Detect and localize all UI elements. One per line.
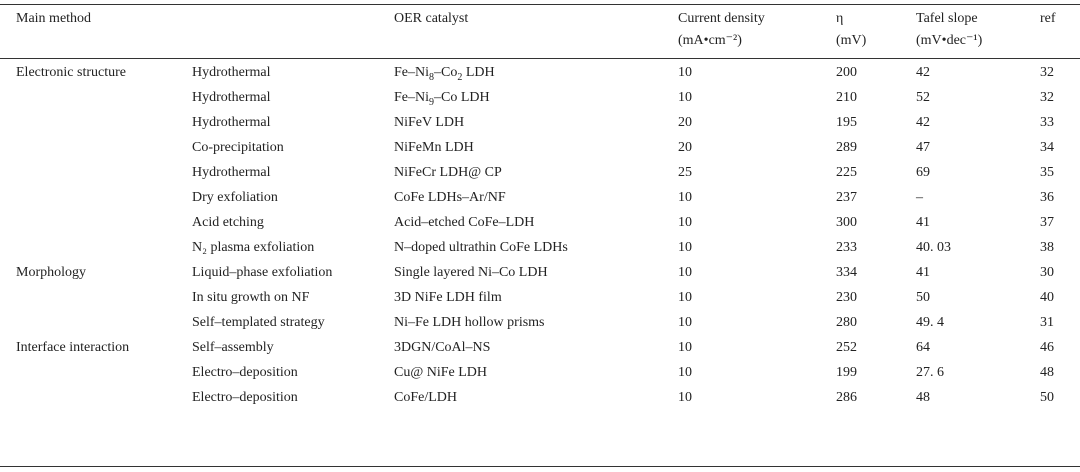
current-density-cell: 10 (678, 340, 692, 355)
catalyst-text: NiFeMn LDH (394, 140, 474, 155)
current-density-cell: 10 (678, 190, 692, 205)
table-body (0, 60, 1080, 410)
catalyst-cell (394, 210, 534, 235)
table-row (0, 385, 1080, 410)
ref-cell: 31 (1040, 315, 1054, 330)
header-current-density-unit: (mA•cm⁻²) (678, 33, 742, 48)
method-cell: Electro–deposition (192, 390, 298, 405)
current-density-cell: 10 (678, 90, 692, 105)
ref-cell: 35 (1040, 165, 1054, 180)
catalyst-text: 3D NiFe LDH film (394, 290, 502, 305)
current-density-cell: 10 (678, 290, 692, 305)
tafel-slope-cell: 41 (916, 265, 930, 280)
header-eta-unit: (mV) (836, 33, 867, 48)
ref-cell: 34 (1040, 140, 1054, 155)
ref-cell: 46 (1040, 340, 1054, 355)
catalyst-text: NiFeV LDH (394, 115, 465, 130)
catalyst-text: –Co (434, 65, 458, 80)
catalyst-subscript: 2 (457, 71, 463, 83)
table-row (0, 285, 1080, 310)
tafel-slope-cell: 49. 4 (916, 315, 944, 330)
current-density-cell: 10 (678, 240, 692, 255)
catalyst-text: Acid–etched CoFe–LDH (394, 215, 535, 230)
header-tafel-slope (916, 8, 982, 52)
table-row (0, 185, 1080, 210)
table-row (0, 260, 1080, 285)
eta-cell: 199 (836, 365, 857, 380)
method-cell: Hydrothermal (192, 165, 271, 180)
header-tafel-unit: (mV•dec⁻¹) (916, 33, 983, 48)
tafel-slope-cell: 50 (916, 290, 930, 305)
eta-cell: 280 (836, 315, 857, 330)
tafel-slope-cell: 42 (916, 115, 930, 130)
ref-cell: 33 (1040, 115, 1054, 130)
tafel-slope-cell: 47 (916, 140, 930, 155)
current-density-cell: 10 (678, 265, 692, 280)
table-header-rule (0, 58, 1080, 59)
tafel-slope-cell: 69 (916, 165, 930, 180)
method-cell: Dry exfoliation (192, 190, 278, 205)
catalyst-cell (394, 335, 490, 360)
table-bottom-rule (0, 466, 1080, 467)
method-cell: Hydrothermal (192, 90, 271, 105)
method-cell: Acid etching (192, 215, 264, 230)
header-current-density (678, 8, 765, 52)
tafel-slope-cell: 48 (916, 390, 930, 405)
tafel-slope-cell: 52 (916, 90, 930, 105)
tafel-slope-cell: 64 (916, 340, 930, 355)
catalyst-text: Fe–Ni (394, 90, 429, 105)
header-tafel-label: Tafel slope (916, 11, 978, 26)
method-cell: N₂ plasma exfoliation (192, 240, 315, 255)
eta-cell: 210 (836, 90, 857, 105)
catalyst-cell (394, 185, 506, 210)
catalyst-subscript: 8 (429, 71, 434, 83)
method-cell: In situ growth on NF (192, 290, 310, 305)
current-density-cell: 25 (678, 165, 692, 180)
eta-cell: 200 (836, 65, 857, 80)
main-method-cell: Morphology (16, 265, 86, 280)
eta-cell: 252 (836, 340, 857, 355)
method-cell: Liquid–phase exfoliation (192, 265, 333, 280)
catalyst-text: Fe–Ni (394, 65, 429, 80)
catalyst-cell (394, 160, 502, 185)
catalyst-text: NiFeCr LDH@ CP (394, 165, 502, 180)
tafel-slope-cell: – (916, 190, 923, 205)
table-row (0, 310, 1080, 335)
table-row (0, 85, 1080, 110)
eta-cell: 300 (836, 215, 857, 230)
table-row (0, 210, 1080, 235)
catalyst-cell (394, 85, 490, 110)
ref-cell: 50 (1040, 390, 1054, 405)
catalyst-text: Ni–Fe LDH hollow prisms (394, 315, 545, 330)
catalyst-text: CoFe/LDH (394, 390, 457, 405)
catalyst-cell (394, 285, 502, 310)
current-density-cell: 10 (678, 315, 692, 330)
catalyst-cell (394, 110, 464, 135)
current-density-cell: 20 (678, 140, 692, 155)
catalyst-text: LDH (462, 65, 495, 80)
table-row (0, 235, 1080, 260)
eta-cell: 334 (836, 265, 857, 280)
tafel-slope-cell: 42 (916, 65, 930, 80)
ref-cell: 40 (1040, 290, 1054, 305)
method-cell: Self–assembly (192, 340, 274, 355)
current-density-cell: 10 (678, 65, 692, 80)
ref-cell: 48 (1040, 365, 1054, 380)
eta-cell: 289 (836, 140, 857, 155)
catalyst-cell (394, 235, 568, 260)
ref-cell: 36 (1040, 190, 1054, 205)
method-cell: Hydrothermal (192, 115, 271, 130)
header-eta-symbol: η (836, 11, 844, 26)
method-cell: Electro–deposition (192, 365, 298, 380)
catalyst-cell (394, 135, 474, 160)
header-ref: ref (1040, 11, 1056, 26)
method-cell: Hydrothermal (192, 65, 271, 80)
header-main-method: Main method (16, 11, 92, 26)
catalyst-cell (394, 60, 495, 85)
current-density-cell: 20 (678, 115, 692, 130)
ref-cell: 32 (1040, 90, 1054, 105)
tafel-slope-cell: 40. 03 (916, 240, 951, 255)
current-density-cell: 10 (678, 390, 692, 405)
catalyst-cell (394, 310, 545, 335)
eta-cell: 237 (836, 190, 857, 205)
catalyst-text: –Co LDH (434, 90, 490, 105)
table-row (0, 160, 1080, 185)
table-top-rule (0, 4, 1080, 5)
catalyst-cell (394, 360, 487, 385)
tafel-slope-cell: 41 (916, 215, 930, 230)
main-method-cell: Electronic structure (16, 65, 127, 80)
ref-cell: 32 (1040, 65, 1054, 80)
ref-cell: 37 (1040, 215, 1054, 230)
table-row (0, 335, 1080, 360)
catalyst-text: Cu@ NiFe LDH (394, 365, 488, 380)
current-density-cell: 10 (678, 365, 692, 380)
header-current-density-label: Current density (678, 11, 765, 26)
eta-cell: 225 (836, 165, 857, 180)
catalyst-text: 3DGN/CoAl–NS (394, 340, 491, 355)
eta-cell: 286 (836, 390, 857, 405)
catalyst-text: N–doped ultrathin CoFe LDHs (394, 240, 568, 255)
table-row (0, 135, 1080, 160)
eta-cell: 233 (836, 240, 857, 255)
catalyst-cell (394, 385, 457, 410)
ref-cell: 38 (1040, 240, 1054, 255)
header-oer-catalyst: OER catalyst (394, 11, 469, 26)
catalyst-subscript: 9 (429, 96, 434, 108)
catalyst-cell (394, 260, 548, 285)
header-eta (836, 8, 866, 52)
ref-cell: 30 (1040, 265, 1054, 280)
table-row (0, 110, 1080, 135)
main-method-cell: Interface interaction (16, 340, 130, 355)
catalyst-text: CoFe LDHs–Ar/NF (394, 190, 506, 205)
catalyst-text: Single layered Ni–Co LDH (394, 265, 548, 280)
table-row (0, 60, 1080, 85)
current-density-cell: 10 (678, 215, 692, 230)
eta-cell: 230 (836, 290, 857, 305)
tafel-slope-cell: 27. 6 (916, 365, 944, 380)
table-row (0, 360, 1080, 385)
method-cell: Self–templated strategy (192, 315, 325, 330)
method-cell: Co-precipitation (192, 140, 284, 155)
eta-cell: 195 (836, 115, 857, 130)
